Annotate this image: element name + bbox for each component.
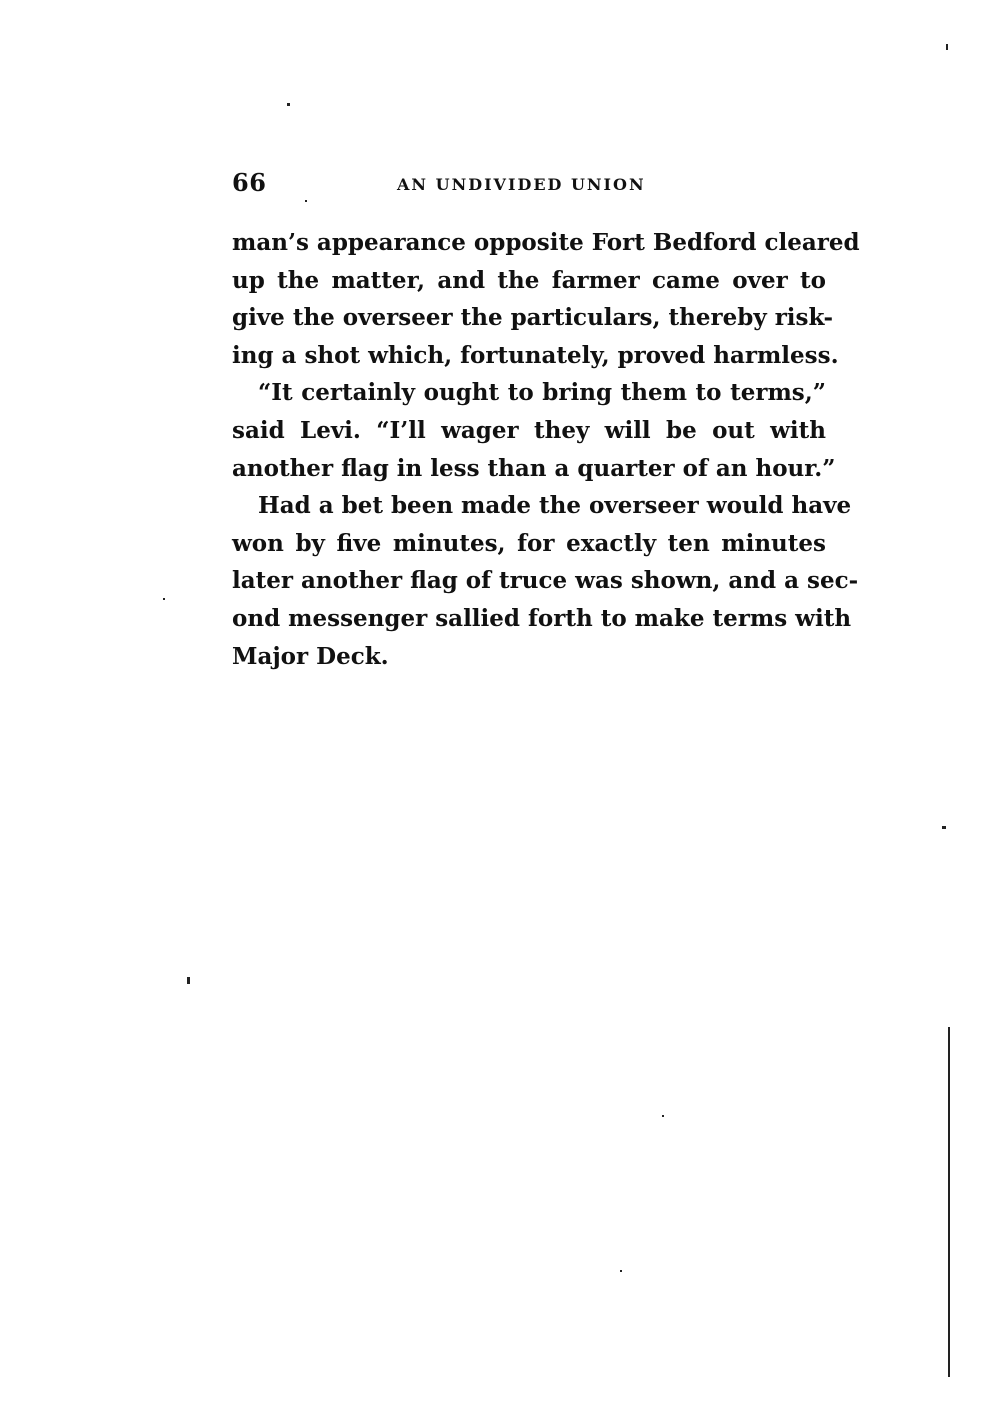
scan-speck: [305, 200, 307, 202]
text-line: said Levi. “I’ll wager they will be out with: [232, 416, 826, 444]
text-line: give the overseer the particulars, thereby risk-: [232, 304, 834, 332]
body-text: [232, 224, 860, 675]
text-line: ond messenger sallied forth to make terms with: [232, 604, 852, 632]
scan-speck: [946, 44, 948, 50]
text-line: another flag in less than a quarter of an hour.”: [232, 454, 836, 482]
text-line: ing a shot which, fortunately, proved harmless.: [232, 341, 839, 369]
text-line: Major Deck.: [232, 642, 389, 670]
scan-speck: [942, 826, 946, 829]
page-number: 66: [232, 168, 267, 197]
paragraph: [232, 487, 859, 675]
scan-speck: [662, 1115, 664, 1117]
text-line: up the matter, and the farmer came over to: [232, 266, 826, 294]
paragraph: [232, 224, 860, 374]
scan-speck: [163, 598, 165, 600]
scan-speck: [620, 1270, 622, 1272]
text-line: later another flag of truce was shown, and a sec-: [232, 567, 859, 595]
scan-speck: [187, 977, 190, 984]
page-header: [232, 168, 827, 198]
running-head: AN UNDIVIDED UNION: [397, 175, 646, 194]
text-line: Had a bet been made the overseer would have: [258, 492, 852, 520]
paragraph: [232, 374, 836, 487]
scan-speck: [287, 103, 290, 106]
scan-edge-line: [948, 1027, 950, 1377]
text-line: “It certainly ought to bring them to terms,”: [258, 379, 826, 407]
text-line: man’s appearance opposite Fort Bedford cleared: [232, 229, 860, 256]
text-line: won by five minutes, for exactly ten minutes: [232, 529, 826, 557]
